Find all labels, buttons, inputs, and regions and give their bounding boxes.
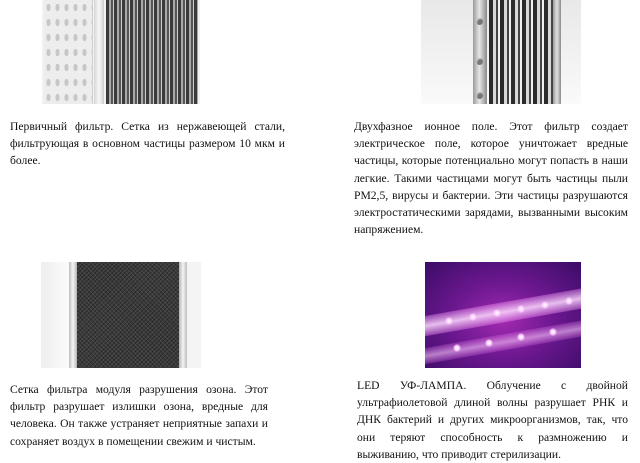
- uv-lamp-description: LED УФ-ЛАМПА. Облучение с двойной ультрафиолетовой длиной волны разрушает РНК и ДНК бактерий и других микроорганизмов, так, что они теряют способность к размножению и выживанию, что приводит стерилизации.: [357, 379, 628, 461]
- primary-filter-description: Первичный фильтр. Сетка из нержавеющей стали, фильтрующая в основном частицы размером 10 мкм и более.: [10, 120, 285, 168]
- stainless-mesh-filter-image: [42, 0, 200, 104]
- uv-led-lamp-image: [425, 262, 581, 368]
- ozone-filter-description: Сетка фильтра модуля разрушения озона. Этот фильтр разрушает излишки озона, вредные для человека. Он также устраняет неприятные запахи и сохраняет воздух в помещении свежим и чистым.: [10, 383, 268, 448]
- ozone-filter-image: [41, 262, 201, 368]
- ion-field-description: Двухфазное ионное поле. Этот фильтр создает электрическое поле, которое уничтожает вредные частицы, которые потенциально могут попасть в наши легкие. Такими частицами могут быть частицы пыли РМ2,5, вирусы и бактерии. Эти частицы разрушаются электростатическими зарядами, вызванными высоким напряжением.: [354, 120, 628, 237]
- ion-field-filter-image: [421, 0, 581, 104]
